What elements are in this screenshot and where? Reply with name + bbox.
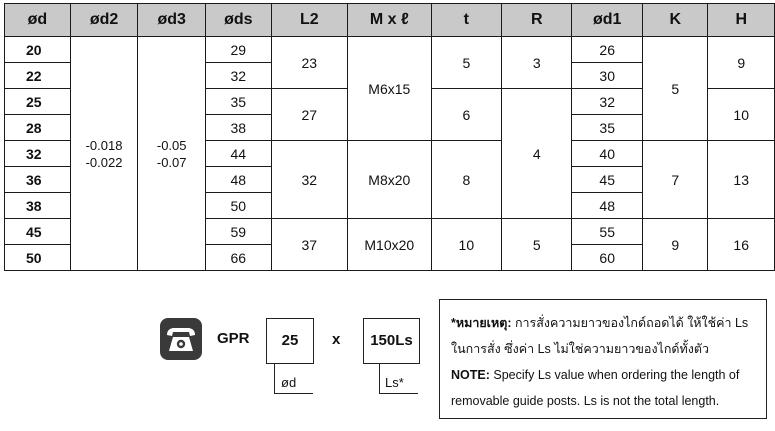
k-cell: 9: [643, 219, 708, 271]
od2-tolerance-upper: -0.018: [85, 137, 123, 153]
od1-cell: 40: [572, 141, 643, 167]
ods-cell: 66: [205, 245, 271, 271]
od1-cell: 35: [572, 115, 643, 141]
ods-cell: 35: [205, 89, 271, 115]
od3-tolerance-cell: [138, 37, 206, 271]
note-box: [439, 299, 767, 419]
col-header-r: R: [502, 4, 572, 37]
col-header-t: t: [431, 4, 501, 37]
note-thai-heading: *หมายเหตุ:: [451, 316, 512, 330]
od1-cell: 26: [572, 37, 643, 63]
t-cell: 8: [431, 141, 501, 219]
od-cell: 38: [5, 193, 71, 219]
length-label: Ls*: [385, 375, 404, 390]
k-cell: 7: [643, 141, 708, 219]
note-thai-line-1: [451, 310, 760, 336]
col-header-od: ød: [5, 4, 71, 37]
od1-cell: 32: [572, 89, 643, 115]
h-cell: 16: [708, 219, 775, 271]
col-header-h: H: [708, 4, 775, 37]
ods-cell: 38: [205, 115, 271, 141]
note-english-line-1: [451, 362, 760, 388]
diameter-label: ød: [281, 375, 297, 390]
order-code-example: [160, 318, 455, 428]
od-cell: 32: [5, 141, 71, 167]
od1-cell: 45: [572, 167, 643, 193]
od-cell: 20: [5, 37, 71, 63]
note-thai-text-1: การสั่งความยาวของไกด์ถอดได้ ให้ใช้ค่า Ls: [511, 316, 749, 330]
mxl-cell: M8x20: [347, 141, 431, 219]
od-cell: 22: [5, 63, 71, 89]
order-diameter-box: 25: [266, 318, 314, 364]
order-length-box: 150Ls: [363, 318, 420, 364]
ods-cell: 50: [205, 193, 271, 219]
mxl-cell: M10x20: [347, 219, 431, 271]
od1-cell: 60: [572, 245, 643, 271]
telephone-icon: [160, 318, 202, 360]
k-cell: 5: [643, 37, 708, 141]
note-english-text-2: removable guide posts. Ls is not the total length.: [451, 394, 720, 408]
note-english-text-1: Specify Ls value when ordering the length of: [489, 368, 740, 382]
col-header-k: K: [643, 4, 708, 37]
od-cell: 28: [5, 115, 71, 141]
l2-cell: 37: [271, 219, 347, 271]
order-times-sign: x: [332, 331, 341, 348]
col-header-ods: øds: [205, 4, 271, 37]
od-cell: 45: [5, 219, 71, 245]
col-header-l2: L2: [271, 4, 347, 37]
col-header-mxl: M x ℓ: [347, 4, 431, 37]
t-cell: 6: [431, 89, 501, 141]
od3-tolerance-upper: -0.05: [156, 137, 187, 153]
l2-cell: 32: [271, 141, 347, 219]
r-cell: 3: [502, 37, 572, 89]
od1-cell: 48: [572, 193, 643, 219]
l2-cell: 27: [271, 89, 347, 141]
ods-cell: 29: [205, 37, 271, 63]
od-cell: 36: [5, 167, 71, 193]
od2-tolerance-cell: [70, 37, 138, 271]
l2-cell: 23: [271, 37, 347, 89]
r-cell: 4: [502, 89, 572, 219]
col-header-od1: ød1: [572, 4, 643, 37]
ods-cell: 48: [205, 167, 271, 193]
ods-cell: 59: [205, 219, 271, 245]
od-cell: 50: [5, 245, 71, 271]
t-cell: 5: [431, 37, 501, 89]
header-row: [5, 4, 775, 37]
od1-cell: 30: [572, 63, 643, 89]
od1-cell: 55: [572, 219, 643, 245]
od-cell: 25: [5, 89, 71, 115]
ods-cell: 32: [205, 63, 271, 89]
ods-cell: 44: [205, 141, 271, 167]
order-prefix: GPR: [217, 330, 250, 347]
table-row: [5, 37, 775, 63]
od2-tolerance-lower: -0.022: [85, 154, 123, 170]
r-cell: 5: [502, 219, 572, 271]
h-cell: 10: [708, 89, 775, 141]
col-header-od3: ød3: [138, 4, 206, 37]
h-cell: 13: [708, 141, 775, 219]
od3-tolerance-lower: -0.07: [156, 154, 187, 170]
col-header-od2: ød2: [70, 4, 138, 37]
note-english-heading: NOTE:: [451, 368, 490, 382]
mxl-cell: M6x15: [347, 37, 431, 141]
t-cell: 10: [431, 219, 501, 271]
note-thai-text-2: ในการสั่ง ซึ่งค่า Ls ไม่ใช่ความยาวของไกด์ทั้งตัว: [451, 342, 709, 356]
h-cell: 9: [708, 37, 775, 89]
spec-table: [4, 3, 775, 271]
